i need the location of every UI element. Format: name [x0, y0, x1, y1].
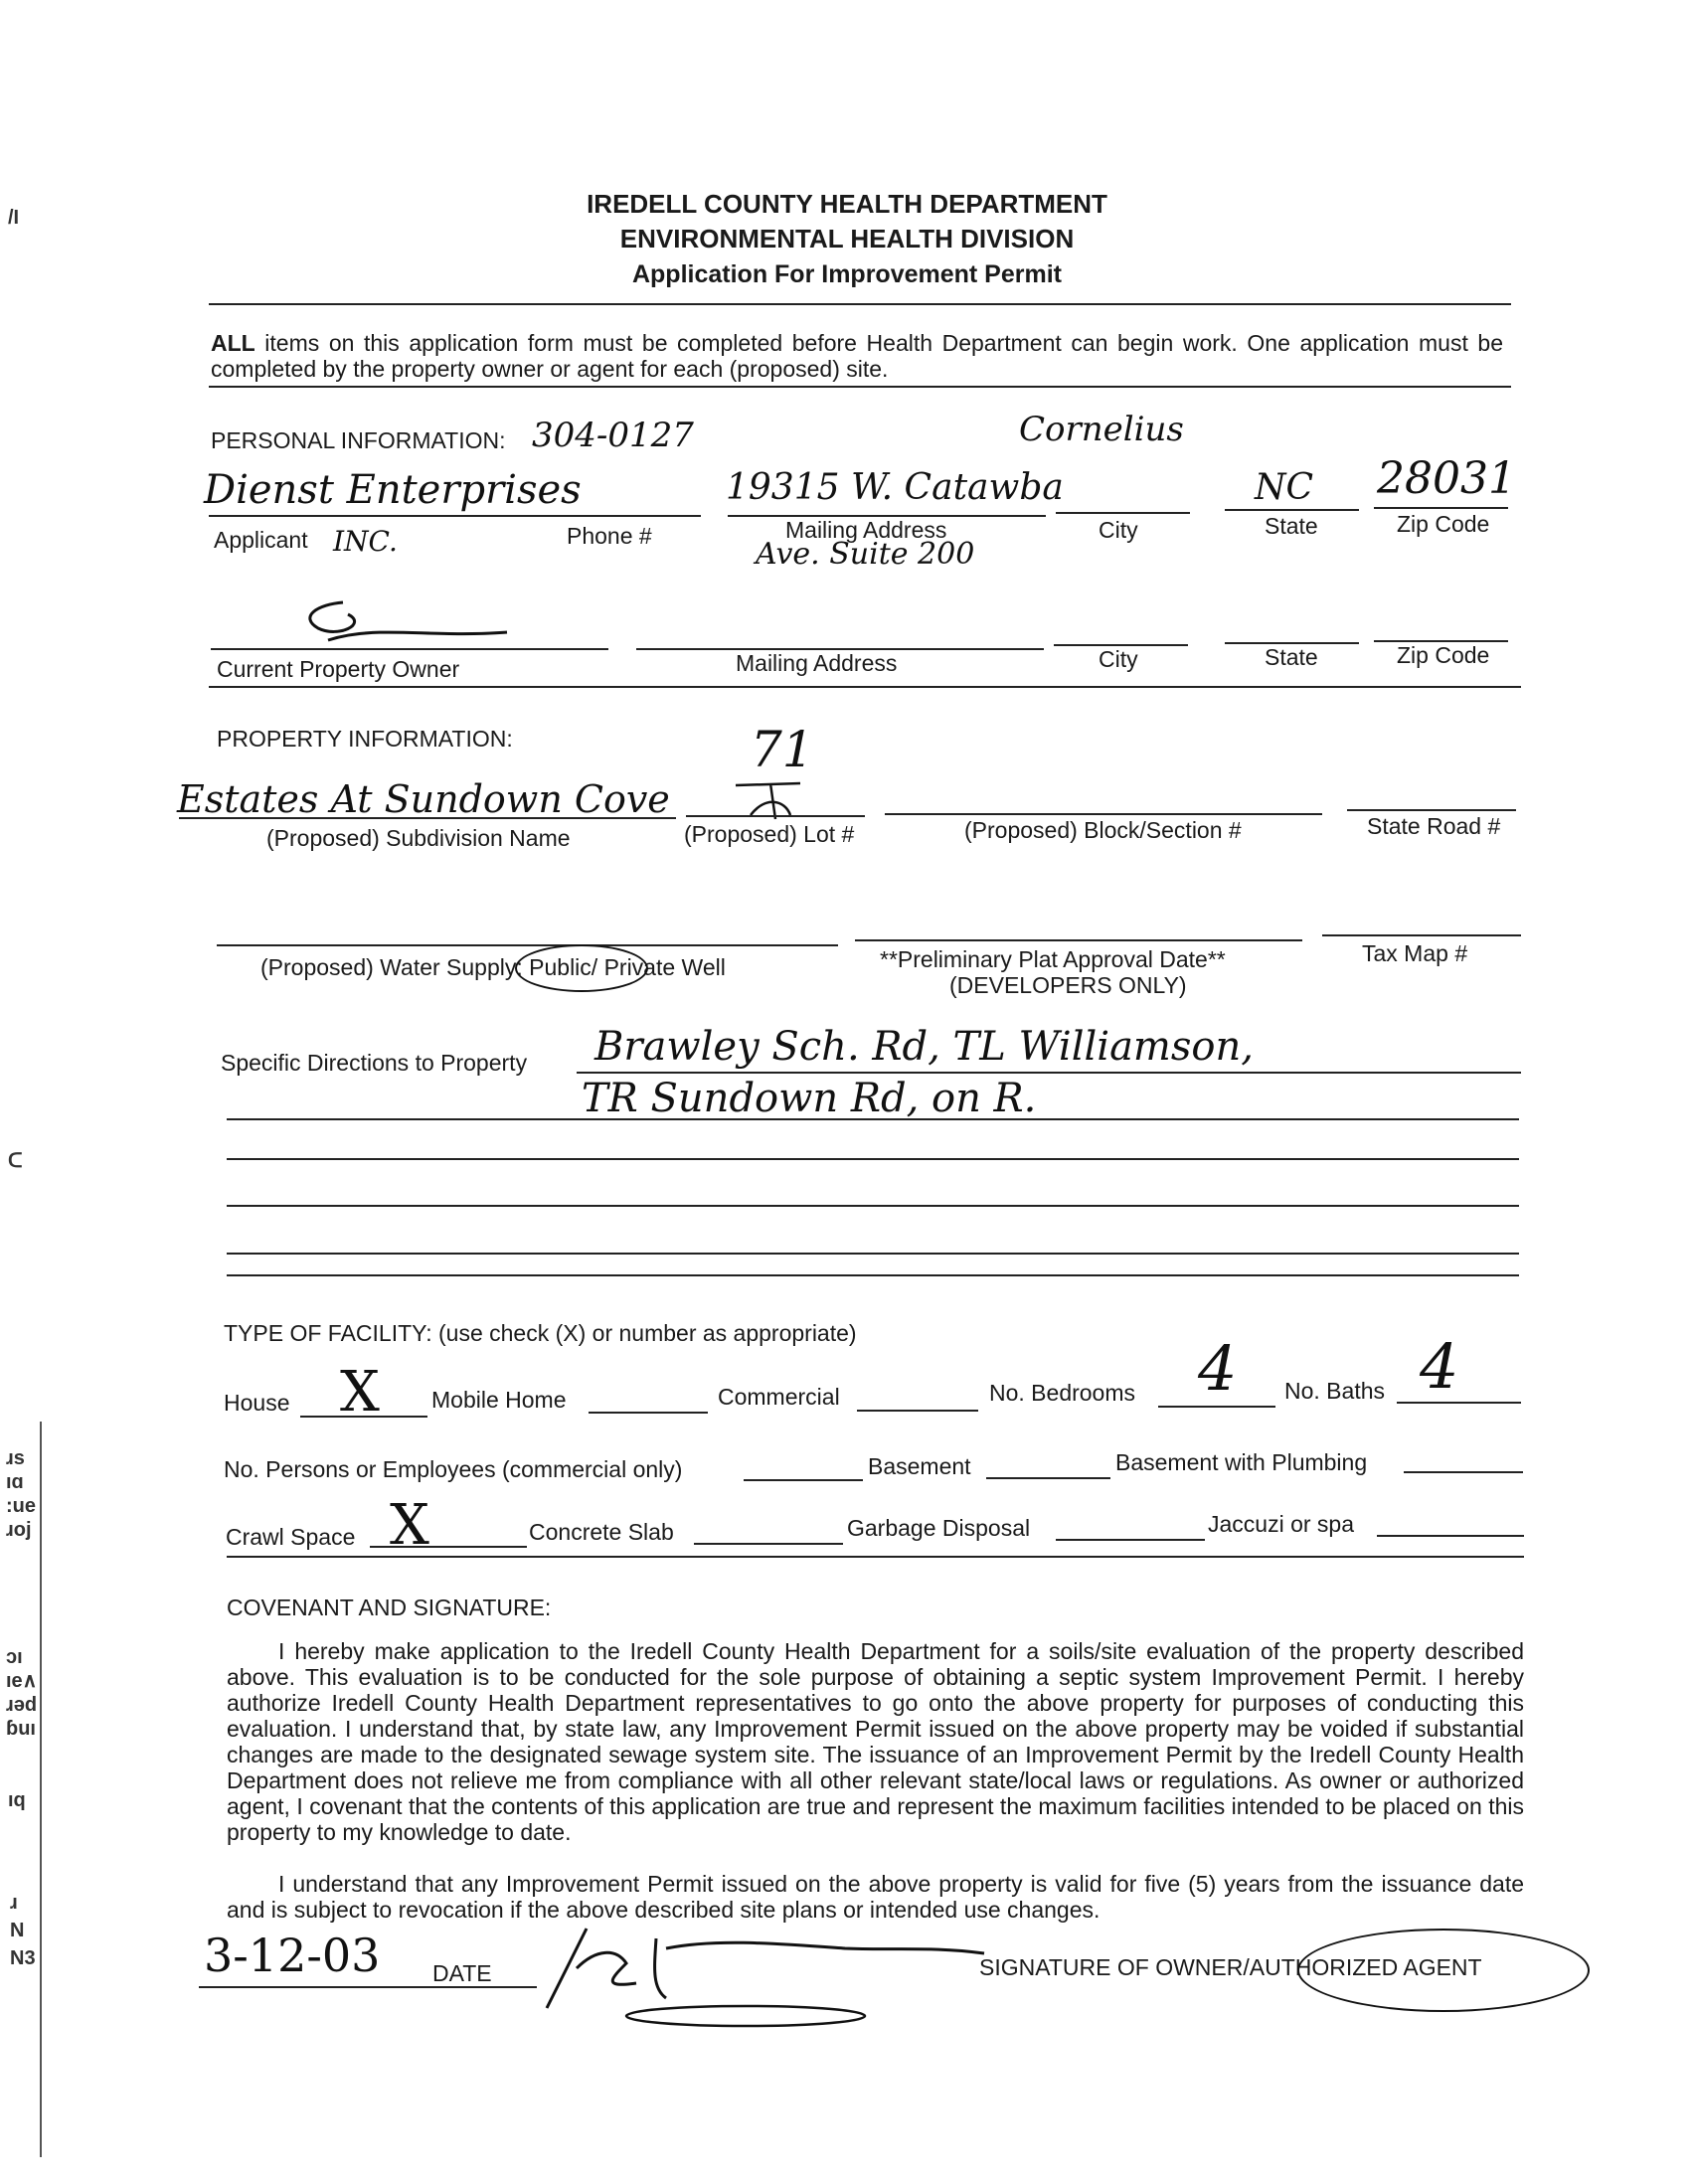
lot-strike — [731, 775, 810, 825]
owner-scribble — [288, 594, 517, 654]
mailing-label: Mailing Address — [785, 517, 947, 543]
applicant-value-2: INC. — [333, 525, 398, 558]
state-value: NC — [1255, 467, 1314, 508]
directions-label: Specific Directions to Property — [221, 1050, 528, 1076]
covenant-paragraph-2: I understand that any Improvement Permit issued on the above property is valid for five (5) years from the issuance date and is subject to revocation if the above described site plans or intended use changes. — [227, 1871, 1524, 1923]
tax-label: Tax Map # — [1362, 940, 1468, 966]
plat-sub: (DEVELOPERS ONLY) — [949, 972, 1187, 998]
edge-mark: ɔı ıe∧ ɹǝd ɓuı — [6, 1646, 38, 1740]
baths-label: No. Baths — [1284, 1378, 1385, 1404]
block-label: (Proposed) Block/Section # — [964, 817, 1242, 843]
division-title: ENVIRONMENTAL HEALTH DIVISION — [619, 224, 1075, 253]
owner-state-label: State — [1265, 644, 1318, 670]
house-label: House — [224, 1390, 290, 1416]
block-line — [885, 813, 1322, 815]
margin-line — [40, 1422, 42, 2157]
road-label: State Road # — [1367, 813, 1501, 839]
edge-mark: ıq — [8, 1789, 26, 1811]
signature-label: SIGNATURE OF OWNER/AUTHORIZED AGENT — [979, 1954, 1482, 1980]
baths-value: 4 — [1420, 1330, 1459, 1403]
city-line — [1056, 512, 1190, 514]
rule — [209, 386, 1511, 388]
edge-mark: /I — [8, 207, 20, 229]
basement-label: Basement — [868, 1453, 971, 1479]
owner-line — [211, 648, 608, 650]
mobile-line — [589, 1412, 708, 1414]
edge-mark: ɹs ıɑ :ue ɹoj — [6, 1447, 36, 1541]
subdivision-label: (Proposed) Subdivision Name — [266, 825, 571, 851]
owner-city-label: City — [1099, 646, 1138, 672]
applicant-line — [209, 515, 701, 517]
basement-line — [986, 1477, 1110, 1479]
edge-mark: ᑕ — [8, 1150, 23, 1172]
crawl-check: X — [390, 1493, 429, 1558]
intro-bold: ALL — [211, 330, 255, 356]
jacuzzi-label: Jaccuzi or spa — [1208, 1511, 1355, 1537]
zip-label: Zip Code — [1397, 511, 1490, 537]
rule — [227, 1556, 1524, 1558]
address-value-2: Ave. Suite 200 — [756, 537, 975, 572]
mobile-label: Mobile Home — [431, 1387, 567, 1413]
city-label: City — [1099, 517, 1138, 543]
public-circle — [515, 944, 648, 992]
date-value: 3-12-03 — [204, 1929, 381, 1982]
rule — [227, 1274, 1519, 1276]
rule — [209, 686, 1521, 688]
date-line — [199, 1986, 537, 1988]
owner-label: Current Property Owner — [217, 656, 460, 682]
state-line — [1225, 509, 1359, 511]
lot-value: 71 — [751, 721, 814, 778]
directions-line-4 — [227, 1205, 1519, 1207]
road-line — [1347, 809, 1516, 811]
city-value: Cornelius — [1019, 410, 1184, 449]
house-check: X — [340, 1360, 380, 1425]
zip-value: 28031 — [1377, 453, 1516, 504]
bedrooms-line — [1158, 1406, 1275, 1408]
directions-line-1 — [577, 1072, 1521, 1074]
slab-label: Concrete Slab — [529, 1519, 674, 1545]
dept-title: IREDELL COUNTY HEALTH DEPARTMENT — [587, 189, 1107, 219]
personal-heading: PERSONAL INFORMATION: — [211, 427, 506, 453]
bedrooms-value: 4 — [1198, 1332, 1238, 1405]
property-heading: PROPERTY INFORMATION: — [217, 726, 513, 752]
lot-label: (Proposed) Lot # — [684, 821, 855, 847]
applicant-label: Applicant — [214, 527, 308, 553]
zip-line — [1374, 507, 1508, 509]
phone-label: Phone # — [567, 523, 652, 549]
crawl-label: Crawl Space — [226, 1524, 356, 1550]
tax-line — [1322, 934, 1521, 936]
directions-line-2 — [227, 1118, 1519, 1120]
garbage-label: Garbage Disposal — [847, 1515, 1031, 1541]
agent-circle — [1297, 1929, 1590, 2012]
owner-mailing-label: Mailing Address — [736, 650, 898, 676]
bedrooms-label: No. Bedrooms — [989, 1380, 1136, 1406]
covenant-paragraph-1: I hereby make application to the Iredell County Health Department for a soils/site evaluation of the property described above. This evaluation is to be conducted for the sole purpose of obtaining a septic system Improvement Permit. I hereby authorize Iredell County Health Department representatives to go onto the above property for purposes of conducting this evaluation. I understand that, by state law, any Improvement Permit issued on the above property may be voided if substantial changes are made to the designated sewage system site. The issuance of an Improvement Permit by the Iredell County Health Department does not relieve me from compliance with all other relevant state/local laws or regulations. As owner or authorized agent, I covenant that the contents of this application are true and represent the maximum facilities intended to be placed on this property to my knowledge to date. — [227, 1638, 1524, 1845]
subdivision-value: Estates At Sundown Cove — [177, 777, 670, 821]
basement-plumbing-line — [1404, 1471, 1523, 1473]
baths-line — [1397, 1402, 1521, 1404]
applicant-signature — [517, 1909, 1014, 2028]
water-line — [217, 944, 838, 946]
plat-label: **Preliminary Plat Approval Date** — [880, 946, 1226, 972]
water-label: (Proposed) Water Supply: Public/ Private Well — [260, 954, 726, 980]
covenant-heading: COVENANT AND SIGNATURE: — [227, 1595, 552, 1620]
state-label: State — [1265, 513, 1318, 539]
directions-line-3 — [227, 1158, 1519, 1160]
slab-line — [694, 1543, 843, 1545]
edge-mark: ɹ N N3 — [10, 1892, 36, 1969]
date-label: DATE — [432, 1960, 492, 1986]
jacuzzi-line — [1377, 1535, 1524, 1537]
address-value: 19315 W. Catawba — [726, 467, 1064, 508]
form-title: Application For Improvement Permit — [631, 260, 1062, 288]
persons-line — [744, 1479, 863, 1481]
persons-label: No. Persons or Employees (commercial only) — [224, 1456, 683, 1482]
facility-heading: TYPE OF FACILITY: (use check (X) or number as appropriate) — [224, 1320, 857, 1346]
intro-rest: items on this application form must be completed before Health Department can begin work. One application must be completed by the property owner or agent for each (proposed) site. — [211, 330, 1503, 382]
commercial-label: Commercial — [718, 1384, 840, 1410]
applicant-value: Dienst Enterprises — [204, 467, 582, 513]
intro-text — [211, 330, 1503, 382]
garbage-line — [1056, 1539, 1205, 1541]
directions-line-5 — [227, 1253, 1519, 1255]
basement-plumbing-label: Basement with Plumbing — [1115, 1449, 1368, 1475]
lot-line — [686, 815, 865, 817]
ref-number: 304-0127 — [532, 416, 694, 455]
directions-value-1: Brawley Sch. Rd, TL Williamson, — [594, 1024, 1254, 1070]
subdivision-line — [179, 817, 676, 819]
plat-line — [855, 939, 1302, 941]
directions-value-2: TR Sundown Rd, on R. — [582, 1076, 1037, 1121]
owner-zip-label: Zip Code — [1397, 642, 1490, 668]
commercial-line — [857, 1410, 978, 1412]
rule — [209, 303, 1511, 305]
